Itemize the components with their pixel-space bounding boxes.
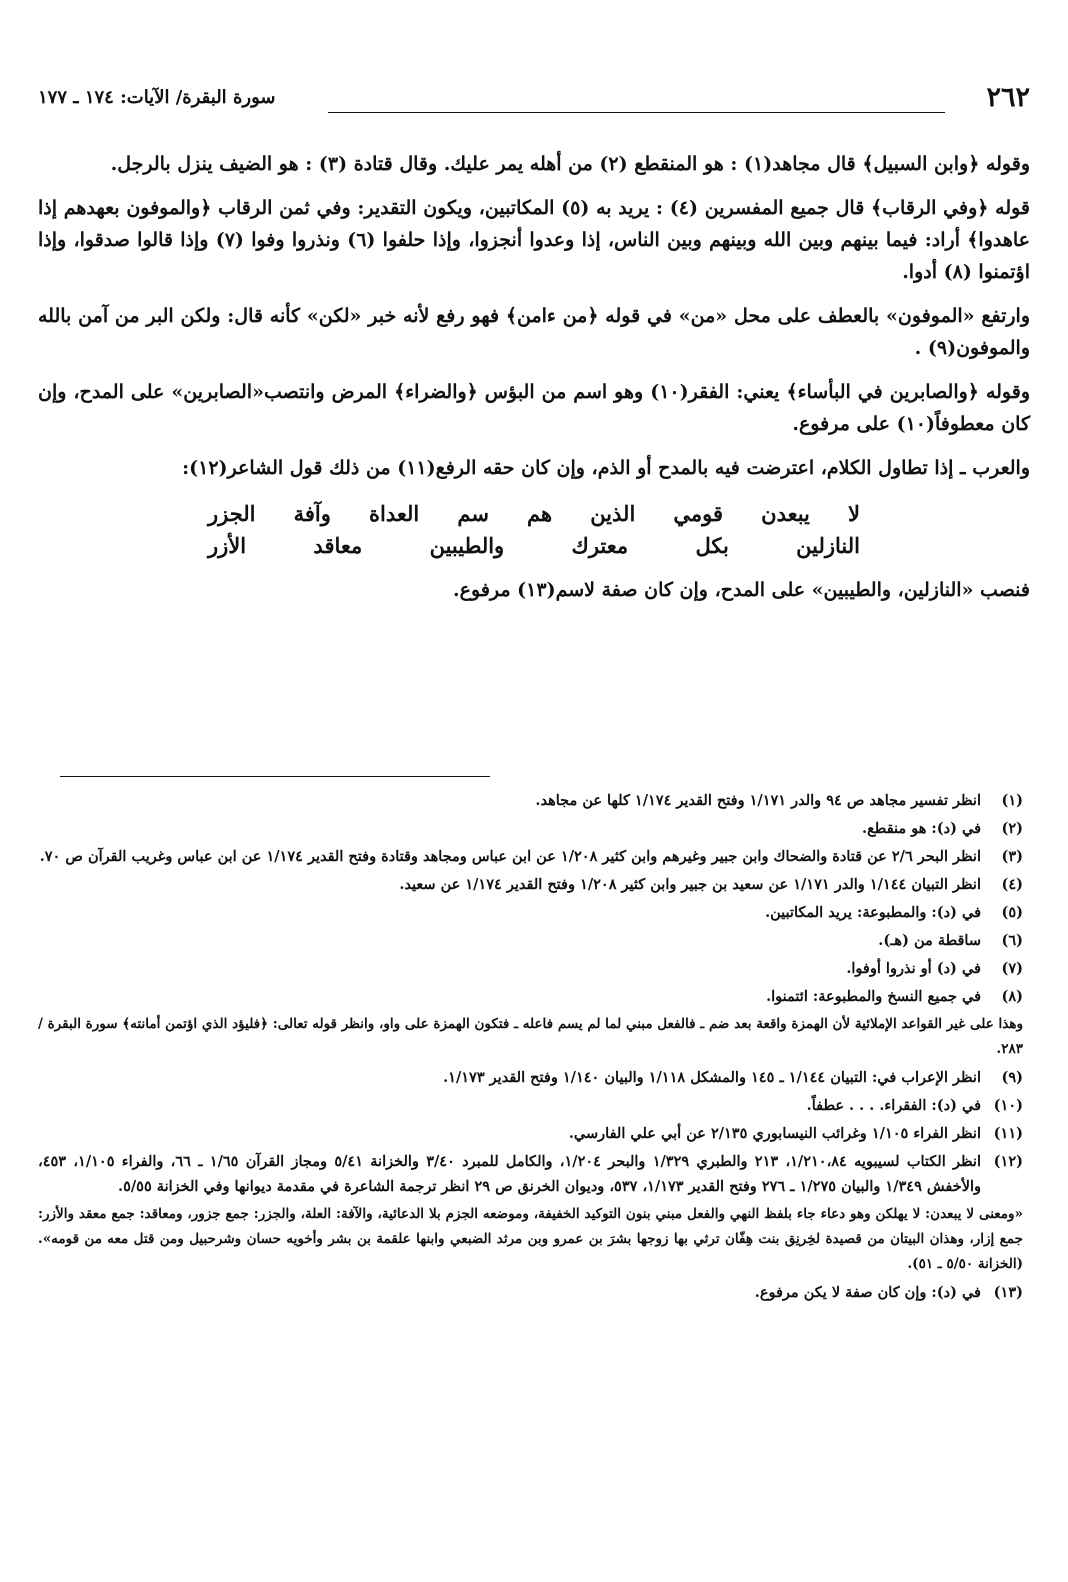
footnote xyxy=(38,1149,1023,1199)
footnote-continuation xyxy=(38,1012,1023,1062)
paragraph: وقوله ﴿وابن السبيل﴾ قال مجاهد(١) : هو المنقطع (٢) من أهله يمر عليك. وقال قتادة (٣) : هو الضيف ينزل بالرجل. xyxy=(110,153,1030,175)
footnote-text: في (د): وإن كان صفة لا يكن مرفوع. xyxy=(754,1284,981,1301)
footnote xyxy=(38,1093,1023,1118)
footnote-number: (١٢) xyxy=(993,1153,1023,1170)
footnote xyxy=(38,928,1023,953)
footnote-text: في جميع النسخ والمطبوعة: ائتمنوا. xyxy=(766,988,981,1005)
footnote-continuation xyxy=(38,1202,1023,1277)
footnote-text: انظر التبيان ١/١٤٤ والدر ١/١٧١ عن سعيد بن جبير وابن كثير ١/٢٠٨ وفتح القدير ١/١٧٤ عن سعيد. xyxy=(399,876,981,893)
footnote-number: (٧) xyxy=(1001,960,1023,977)
footnote xyxy=(38,844,1023,869)
footnote xyxy=(38,984,1023,1009)
main-text xyxy=(38,148,1030,618)
footnotes xyxy=(38,788,1023,1308)
footnote-separator xyxy=(60,776,490,777)
footnote-text: انظر البحر ٢/٦ عن قتادة والضحاك وابن جبير وغيرهم وابن كثير ١/٢٠٨ عن ابن عباس ومجاهد وقتادة وفتح القدير ١/١٧٤ عن ابن عباس وغريب القرآن ص ٧٠. xyxy=(39,848,981,865)
footnote-number: (١٠) xyxy=(993,1097,1023,1114)
paragraph: والعرب ـ إذا تطاول الكلام، اعترضت فيه بالمدح أو الذم، وإن كان حقه الرفع(١١) من ذلك قول الشاعر(١٢): xyxy=(182,457,1030,479)
verse-line: لا يبعدن قومي الذين هم سم العداة وآفة الجزر xyxy=(208,501,860,526)
footnote-number: (٢) xyxy=(1001,820,1023,837)
footnote-number: (٨) xyxy=(1001,988,1023,1005)
footnote-text: انظر الفراء ١/١٠٥ وغرائب النيسابوري ٢/١٣٥ عن أبي علي الفارسي. xyxy=(568,1125,981,1142)
paragraph: وارتفع «الموفون» بالعطف على محل «من» في قوله ﴿من ءامن﴾ فهو رفع لأنه خبر «لكن» كأنه قال: ولكن البر من آمن بالله والموفون(٩) . xyxy=(38,305,1030,359)
footnote-text: في (د): والمطبوعة: يريد المكاتبين. xyxy=(765,904,981,921)
footnote-text: ساقطة من (هـ). xyxy=(878,932,981,949)
footnote-number: (٤) xyxy=(1001,876,1023,893)
footnote-text: في (د): الفقراء. . . . عطفاً. xyxy=(806,1097,981,1114)
paragraph: وقوله ﴿والصابرين في البأساء﴾ يعني: الفقر(١٠) وهو اسم من البؤس ﴿والضراء﴾ المرض وانتصب«الصابرين» على المدح، وإن كان معطوفاً(١٠) على مرفوع. xyxy=(38,381,1031,435)
footnote-number: (١١) xyxy=(993,1125,1023,1142)
footnote-text: في (د) أو نذروا أوفوا. xyxy=(846,960,981,977)
running-header xyxy=(38,82,1030,122)
header-rule xyxy=(328,112,945,113)
footnote xyxy=(38,956,1023,981)
surah-reference: سورة البقرة/ الآيات: ١٧٤ ـ ١٧٧ xyxy=(38,87,276,108)
footnote-text: انظر تفسير مجاهد ص ٩٤ والدر ١/١٧١ وفتح القدير ١/١٧٤ كلها عن مجاهد. xyxy=(535,792,981,809)
footnote xyxy=(38,1121,1023,1146)
verse-line: النازلين بكل معترك والطيبين معاقد الأزر xyxy=(208,533,860,558)
page-number: ٢٦٢ xyxy=(986,82,1030,113)
footnote-number: (١٣) xyxy=(993,1284,1023,1301)
footnote-number: (١) xyxy=(1001,792,1023,809)
footnote-number: (٩) xyxy=(1001,1069,1023,1086)
footnote-text: انظر الكتاب لسيبويه ١/٢١٠،٨٤، ٢١٣ والطبري ١/٣٢٩ والبحر ١/٢٠٤، والكامل للمبرد ٣/٤٠ والخزانة ٥/٤١ ومجاز القرآن ١/٦٥ ـ ٦٦، والفراء ١/١٠٥، ٤٥٣، والأخفش ١/٣٤٩ والبيان ١/٢٧٥ ـ ٢٧٦ وفتح القدير ١/١٧٣، ٥٣٧، وديوان الخرنق ص ٢٩ انظر ترجمة الشاعرة في مقدمة ديوانها وفي الخزانة ٥/٥٥. xyxy=(38,1153,981,1195)
paragraph: فنصب «النازلين، والطيبين» على المدح، وإن كان صفة لاسم(١٣) مرفوع. xyxy=(453,579,1030,601)
footnote-text: انظر الإعراب في: التبيان ١/١٤٤ ـ ١٤٥ والمشكل ١/١١٨ والبيان ١/١٤٠ وفتح القدير ١/١٧٣. xyxy=(443,1069,981,1086)
footnote xyxy=(38,900,1023,925)
poetry-verse xyxy=(208,498,860,562)
footnote-number: (٣) xyxy=(1001,848,1023,865)
footnote xyxy=(38,1280,1023,1305)
footnote-text: في (د): هو منقطع. xyxy=(862,820,981,837)
footnote xyxy=(38,1065,1023,1090)
footnote xyxy=(38,872,1023,897)
footnote xyxy=(38,788,1023,813)
footnote-number: (٦) xyxy=(1001,932,1023,949)
footnote-number: (٥) xyxy=(1001,904,1023,921)
footnote-text: وهذا على غير القواعد الإملائية لأن الهمزة واقعة بعد ضم ـ فالفعل مبني لما لم يسم فاعله ـ فتكون الهمزة على واو، وانظر قوله تعالى: ﴿فليؤد الذي اؤتمن أمانته﴾ سورة البقرة /٢٨٣. xyxy=(38,1016,1023,1057)
footnote xyxy=(38,816,1023,841)
paragraph: قوله ﴿وفي الرقاب﴾ قال جميع المفسرين (٤) : يريد به (٥) المكاتبين، ويكون التقدير: وفي ثمن الرقاب ﴿والموفون بعهدهم إذا عاهدوا﴾ أراد: فيما بينهم وبين الله وبينهم وبين الناس، إذا وعدوا أنجزوا، وإذا حلفوا (٦) ونذروا وفوا (٧) وإذا قالوا صدقوا، وإذا اؤتمنوا (٨) أدوا. xyxy=(38,197,1031,283)
footnote-text: «ومعنى لا يبعدن: لا يهلكن وهو دعاء جاء بلفظ النهي والفعل مبني بنون التوكيد الخفيفة، وموضعه الجزم بلا الدعائية، والآفة: العلة، والجزر: جمع جزور، ومعاقد: جمع معقد والأزر: جمع إزار، وهذان البيتان من قصيدة لخِرنِق بنت هِفّان ترثي بها زوجها بشرَ بن عمرو وبن مرثد الضبعي وابنها علقمة بن بشر وأخويه حسان وشرحبيل ومن قتل معه من قومه». (الخزانة ٥/٥٠ ـ ٥١). xyxy=(38,1206,1023,1272)
